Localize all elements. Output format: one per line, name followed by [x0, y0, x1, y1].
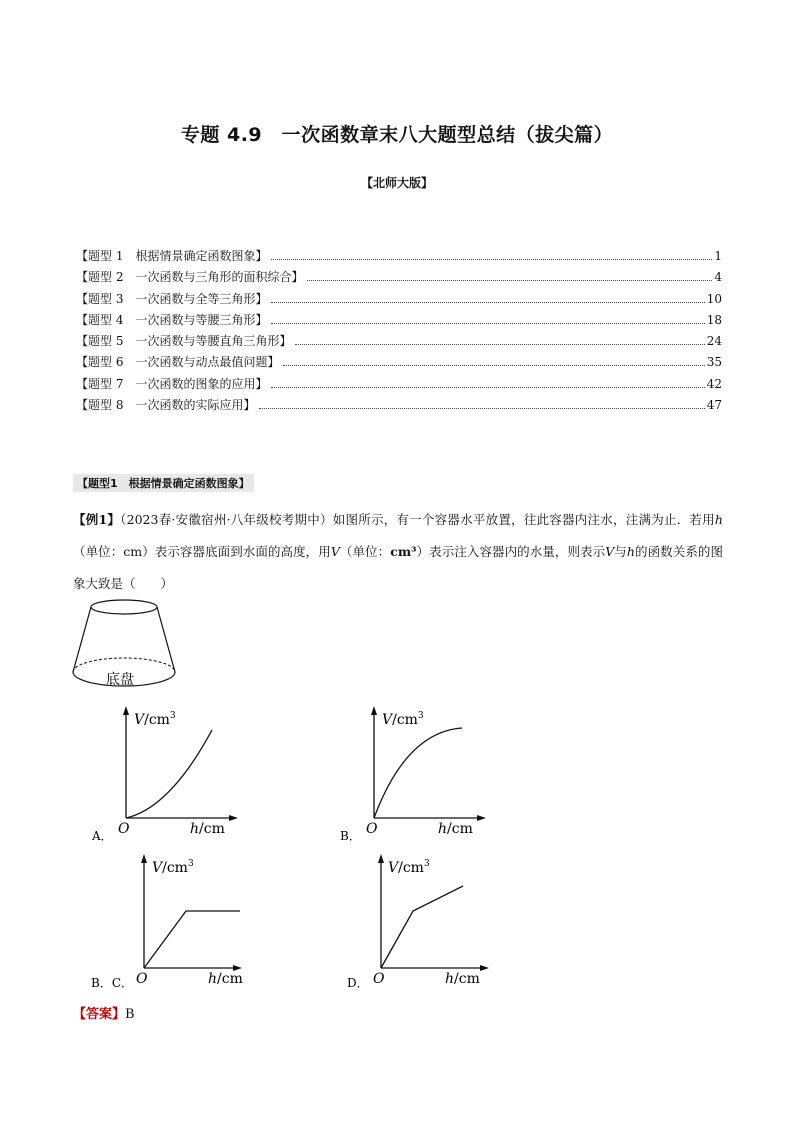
container-base-label: 底盘 [106, 672, 134, 688]
toc-leader [295, 344, 704, 345]
problem-source: （2023春·安徽宿州·八年级校考期中） [120, 512, 333, 527]
toc-page: 18 [706, 312, 722, 327]
option-label-d: D． [347, 976, 369, 990]
graph-line [144, 911, 240, 968]
origin-label: O [373, 971, 385, 987]
y-axis-label: $V/cm^3$ [134, 711, 176, 728]
y-axis-arrow [123, 706, 129, 715]
problem-text-part: （单位：cm）表示容器底面到水面的高度，用 [73, 544, 331, 559]
toc-leader [283, 365, 704, 366]
container-left-side [73, 607, 91, 672]
toc-leader [307, 280, 712, 281]
y-axis-arrow [371, 706, 377, 715]
variable-h: h [626, 544, 635, 559]
variable-v: V [605, 544, 615, 559]
toc-entry-4[interactable] [76, 311, 722, 332]
toc-entry-5[interactable] [76, 332, 722, 353]
x-axis-label: h/cm [190, 821, 225, 837]
y-axis-label: $V/cm^3$ [388, 859, 430, 876]
toc-label: 【题型 6 一次函数与动点最值问题】 [76, 355, 280, 370]
x-axis-arrow [477, 815, 486, 821]
container-figure [68, 596, 182, 692]
toc-label: 【题型 4 一次函数与等腰三角形】 [76, 312, 268, 327]
toc-leader [271, 302, 704, 303]
toc-page: 42 [706, 376, 722, 391]
toc-page: 47 [706, 398, 722, 413]
container-top-rim [91, 600, 157, 614]
toc-entry-7[interactable] [76, 375, 722, 396]
edition-label: 【北师大版】 [360, 176, 433, 190]
origin-label: O [118, 821, 130, 837]
y-axis-label: $V/cm^3$ [152, 859, 194, 876]
x-axis-arrow [480, 965, 489, 971]
toc-page: 10 [706, 291, 722, 306]
toc-leader [271, 323, 704, 324]
variable-v: V [330, 544, 340, 559]
problem-text-part: 的函数关系的图象大致是（ ） [73, 544, 723, 591]
option-label-b: B． [340, 829, 361, 842]
problem-text [73, 504, 723, 600]
toc-label: 【题型 8 一次函数的实际应用】 [76, 398, 256, 413]
example-label: 【例1】 [73, 512, 121, 527]
graph-c [88, 848, 248, 992]
y-axis-arrow [141, 854, 147, 863]
origin-label: O [366, 821, 378, 837]
problem-text-part: 如图所示，有一个容器水平放置，往此容器内注水，注满为止．若用 [332, 512, 715, 527]
toc-entry-3[interactable] [76, 290, 722, 311]
answer-label: 【答案】 [73, 1007, 126, 1022]
variable-h: h [714, 512, 723, 527]
toc-page: 35 [706, 355, 722, 370]
toc-entry-2[interactable] [76, 268, 722, 289]
problem-text-part: 与 [614, 544, 627, 559]
graph-a [88, 702, 248, 842]
answer-value: B [125, 1007, 135, 1022]
graph-line [381, 886, 463, 968]
y-axis-label: $V/cm^3$ [382, 711, 424, 728]
toc-leader [271, 259, 712, 260]
toc-leader [271, 387, 704, 388]
graph-curve [126, 730, 212, 818]
toc-leader [259, 408, 704, 409]
toc-label: 【题型 3 一次函数与全等三角形】 [76, 291, 268, 306]
problem-text-part: ）表示注入容器内的水量，则表示 [416, 544, 606, 559]
toc-label: 【题型 7 一次函数的图象的应用】 [76, 376, 268, 391]
x-axis-label: h/cm [208, 971, 243, 987]
toc-label: 【题型 1 根据情景确定函数图象】 [76, 249, 268, 263]
graph-b [336, 702, 496, 842]
toc-page: 1 [714, 249, 722, 263]
toc-entry-8[interactable] [76, 396, 722, 417]
x-axis-label: h/cm [438, 821, 473, 837]
table-of-contents [76, 247, 722, 417]
toc-label: 【题型 2 一次函数与三角形的面积综合】 [76, 270, 304, 285]
toc-page: 24 [706, 334, 722, 349]
y-axis-arrow [378, 854, 384, 863]
x-axis-arrow [229, 815, 238, 821]
option-label-a: A． [92, 829, 113, 842]
page-title: 专题 4.9 一次函数章末八大题型总结（拔尖篇） [180, 124, 614, 146]
container-base-back [73, 658, 175, 672]
answer-line [73, 1003, 135, 1022]
unit-cm3: cm³ [390, 544, 417, 559]
section-heading: 【题型1 根据情景确定函数图象】 [73, 474, 254, 492]
toc-label: 【题型 5 一次函数与等腰直角三角形】 [76, 334, 292, 349]
origin-label: O [136, 971, 148, 987]
toc-entry-1[interactable] [76, 247, 722, 268]
graph-d [345, 848, 505, 992]
option-label-c: B．C． [91, 976, 134, 990]
problem-text-part: （单位： [339, 544, 391, 559]
graph-curve [374, 728, 462, 818]
toc-entry-6[interactable] [76, 353, 722, 374]
x-axis-label: h/cm [445, 971, 480, 987]
toc-page: 4 [714, 270, 722, 285]
